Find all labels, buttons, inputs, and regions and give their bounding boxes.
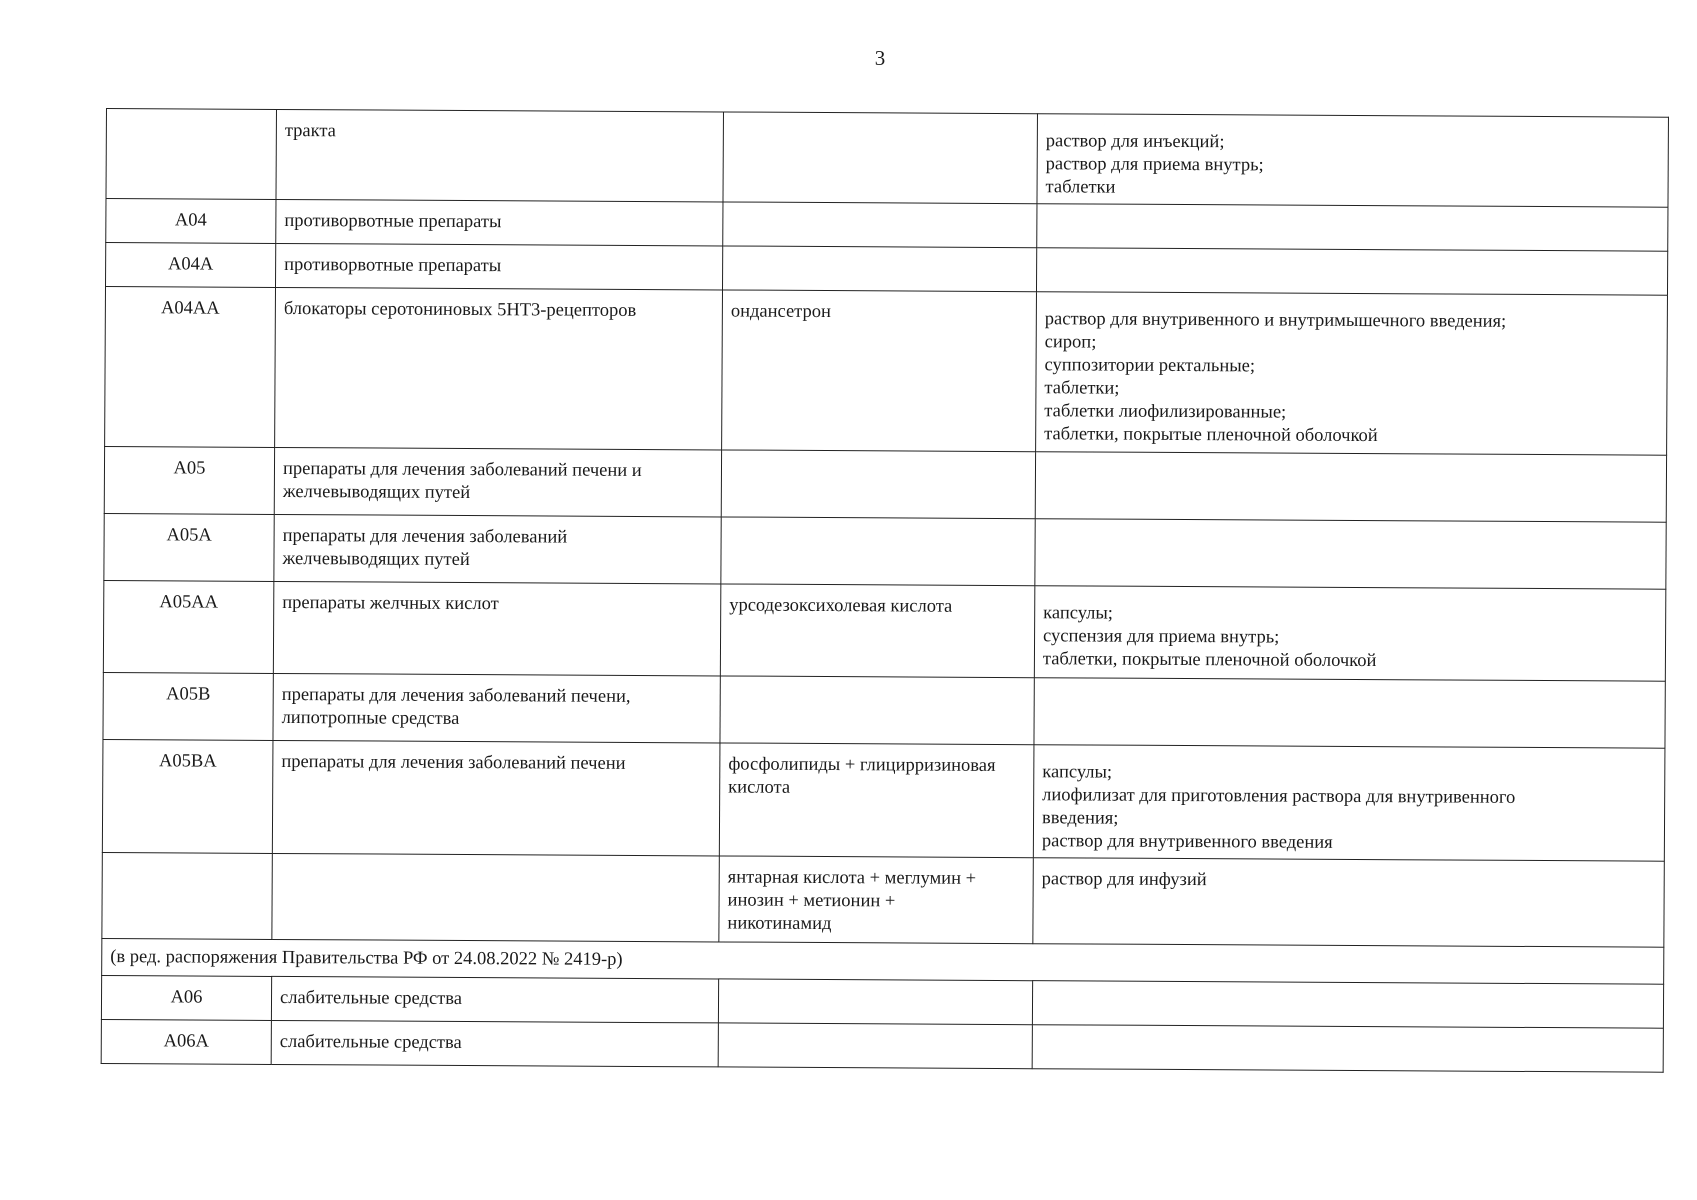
cell-line: желчевыводящих путей (282, 548, 470, 571)
cell-line: препараты для лечения заболеваний печени, (281, 684, 631, 707)
substance-cell (722, 246, 1036, 292)
cell-line: желчевыводящих путей (282, 481, 471, 504)
substance-cell (723, 112, 1037, 204)
cell-line: противорвотные препараты (284, 254, 502, 277)
cell-line: введения; (1041, 808, 1119, 829)
cell-line: кислота (728, 777, 791, 798)
atc-code-cell: A04A (106, 243, 276, 288)
table-row (101, 1019, 1663, 1072)
cell-line: сироп; (1044, 332, 1097, 353)
cell-line: слабительные средства (279, 987, 463, 1010)
atc-code-cell: A05BA (102, 739, 273, 853)
cell-line: раствор для инфузий (1041, 869, 1207, 891)
cell-line: таблетки, покрытые пленочной оболочкой (1044, 424, 1378, 447)
cell-line: липотропные средства (281, 707, 460, 729)
group-name-cell (272, 740, 720, 855)
group-name-cell (271, 976, 718, 1022)
cell-line: препараты для лечения заболеваний (282, 525, 568, 548)
table-row (102, 852, 1664, 947)
cell-line: тракта (284, 120, 336, 142)
drug-classification-table (101, 108, 1669, 1073)
group-name-cell (273, 673, 720, 742)
cell-line: блокаторы серотониновых 5HT3-рецепторов (283, 298, 637, 321)
group-name-cell (271, 1020, 718, 1066)
substance-cell (723, 202, 1037, 248)
cell-line: таблетки (1045, 177, 1116, 198)
dosage-forms-cell (1035, 452, 1666, 523)
table-body (101, 109, 1668, 1073)
dosage-forms-cell (1037, 204, 1668, 252)
atc-code-cell: A04 (106, 199, 276, 244)
cell-line: янтарная кислота + меглумин + (727, 867, 977, 889)
cell-line: препараты для лечения заболеваний печени и (282, 458, 642, 481)
dosage-forms-cell (1032, 1025, 1663, 1073)
atc-code-cell (106, 109, 277, 200)
substance-cell (720, 584, 1035, 678)
cell-line: суппозитории ректальные; (1044, 355, 1256, 377)
atc-code-cell: A05A (104, 513, 274, 581)
cell-line: раствор для внутривенного и внутримышечного введения; (1044, 309, 1507, 332)
dosage-forms-cell (1034, 586, 1666, 682)
atc-code-cell: A05AA (103, 580, 274, 673)
dosage-forms-cell (1036, 292, 1668, 456)
dosage-forms-cell (1036, 248, 1667, 296)
cell-line: таблетки, покрытые пленочной оболочкой (1042, 649, 1377, 672)
table-row (104, 513, 1666, 589)
cell-line: ондансетрон (730, 301, 831, 323)
substance-cell (718, 979, 1032, 1025)
cell-line: препараты желчных кислот (282, 592, 499, 615)
group-name-cell (276, 199, 723, 245)
cell-line: противорвотные препараты (284, 210, 502, 233)
amendment-note: (в ред. распоряжения Правительства РФ от 24.08.2022 № 2419-р) (102, 938, 1664, 984)
atc-code-cell: A04AA (105, 287, 276, 448)
cell-line: препараты для лечения заболеваний печени (281, 751, 626, 774)
cell-line: капсулы; (1043, 603, 1114, 624)
atc-code-cell: A05 (104, 446, 274, 514)
cell-line: лиофилизат для приготовления раствора для внутривенного (1042, 785, 1516, 808)
cell-line: раствор для приема внутрь; (1045, 154, 1264, 176)
atc-code-cell (102, 852, 272, 939)
group-name-cell (276, 243, 723, 289)
cell-line: слабительные средства (279, 1031, 462, 1054)
group-name-cell (274, 514, 721, 583)
cell-line: суспензия для приема внутрь; (1043, 626, 1280, 648)
substance-cell (721, 517, 1035, 586)
dosage-forms-cell (1037, 114, 1668, 208)
table-row (103, 580, 1665, 681)
group-name-cell (275, 287, 723, 449)
atc-code-cell: A06 (101, 975, 271, 1020)
group-name-cell (273, 581, 721, 675)
dosage-forms-cell (1032, 981, 1663, 1029)
cell-line: раствор для внутривенного введения (1041, 831, 1333, 853)
substance-cell (719, 743, 1034, 858)
substance-cell (719, 856, 1033, 944)
cell-line: инозин + метионин + (727, 890, 896, 912)
table-row (106, 109, 1668, 208)
table-row (102, 739, 1665, 861)
substance-cell (722, 290, 1037, 452)
substance-cell (721, 450, 1035, 519)
cell-line: никотинамид (727, 913, 832, 935)
cell-line: капсулы; (1042, 762, 1113, 783)
cell-line: таблетки лиофилизированные; (1044, 401, 1287, 423)
group-name-cell (274, 447, 721, 516)
substance-cell (720, 676, 1034, 745)
table-row (103, 672, 1665, 748)
dosage-forms-cell (1035, 519, 1666, 590)
page-number: 3 (874, 46, 886, 70)
cell-line: фосфолипиды + глицирризиновая (728, 754, 996, 776)
dosage-forms-cell (1033, 745, 1665, 862)
cell-line: урсодезоксихолевая кислота (729, 595, 953, 617)
dosage-forms-cell (1033, 858, 1664, 948)
table-row (104, 446, 1666, 522)
table-row (105, 287, 1668, 456)
group-name-cell (276, 109, 723, 201)
atc-code-cell: A05B (103, 672, 273, 740)
dosage-forms-cell (1034, 678, 1665, 749)
group-name-cell (272, 853, 719, 941)
cell-line: таблетки; (1044, 378, 1120, 399)
cell-line: раствор для инъекций; (1045, 131, 1225, 153)
substance-cell (718, 1023, 1032, 1069)
atc-code-cell: A06A (101, 1019, 271, 1064)
